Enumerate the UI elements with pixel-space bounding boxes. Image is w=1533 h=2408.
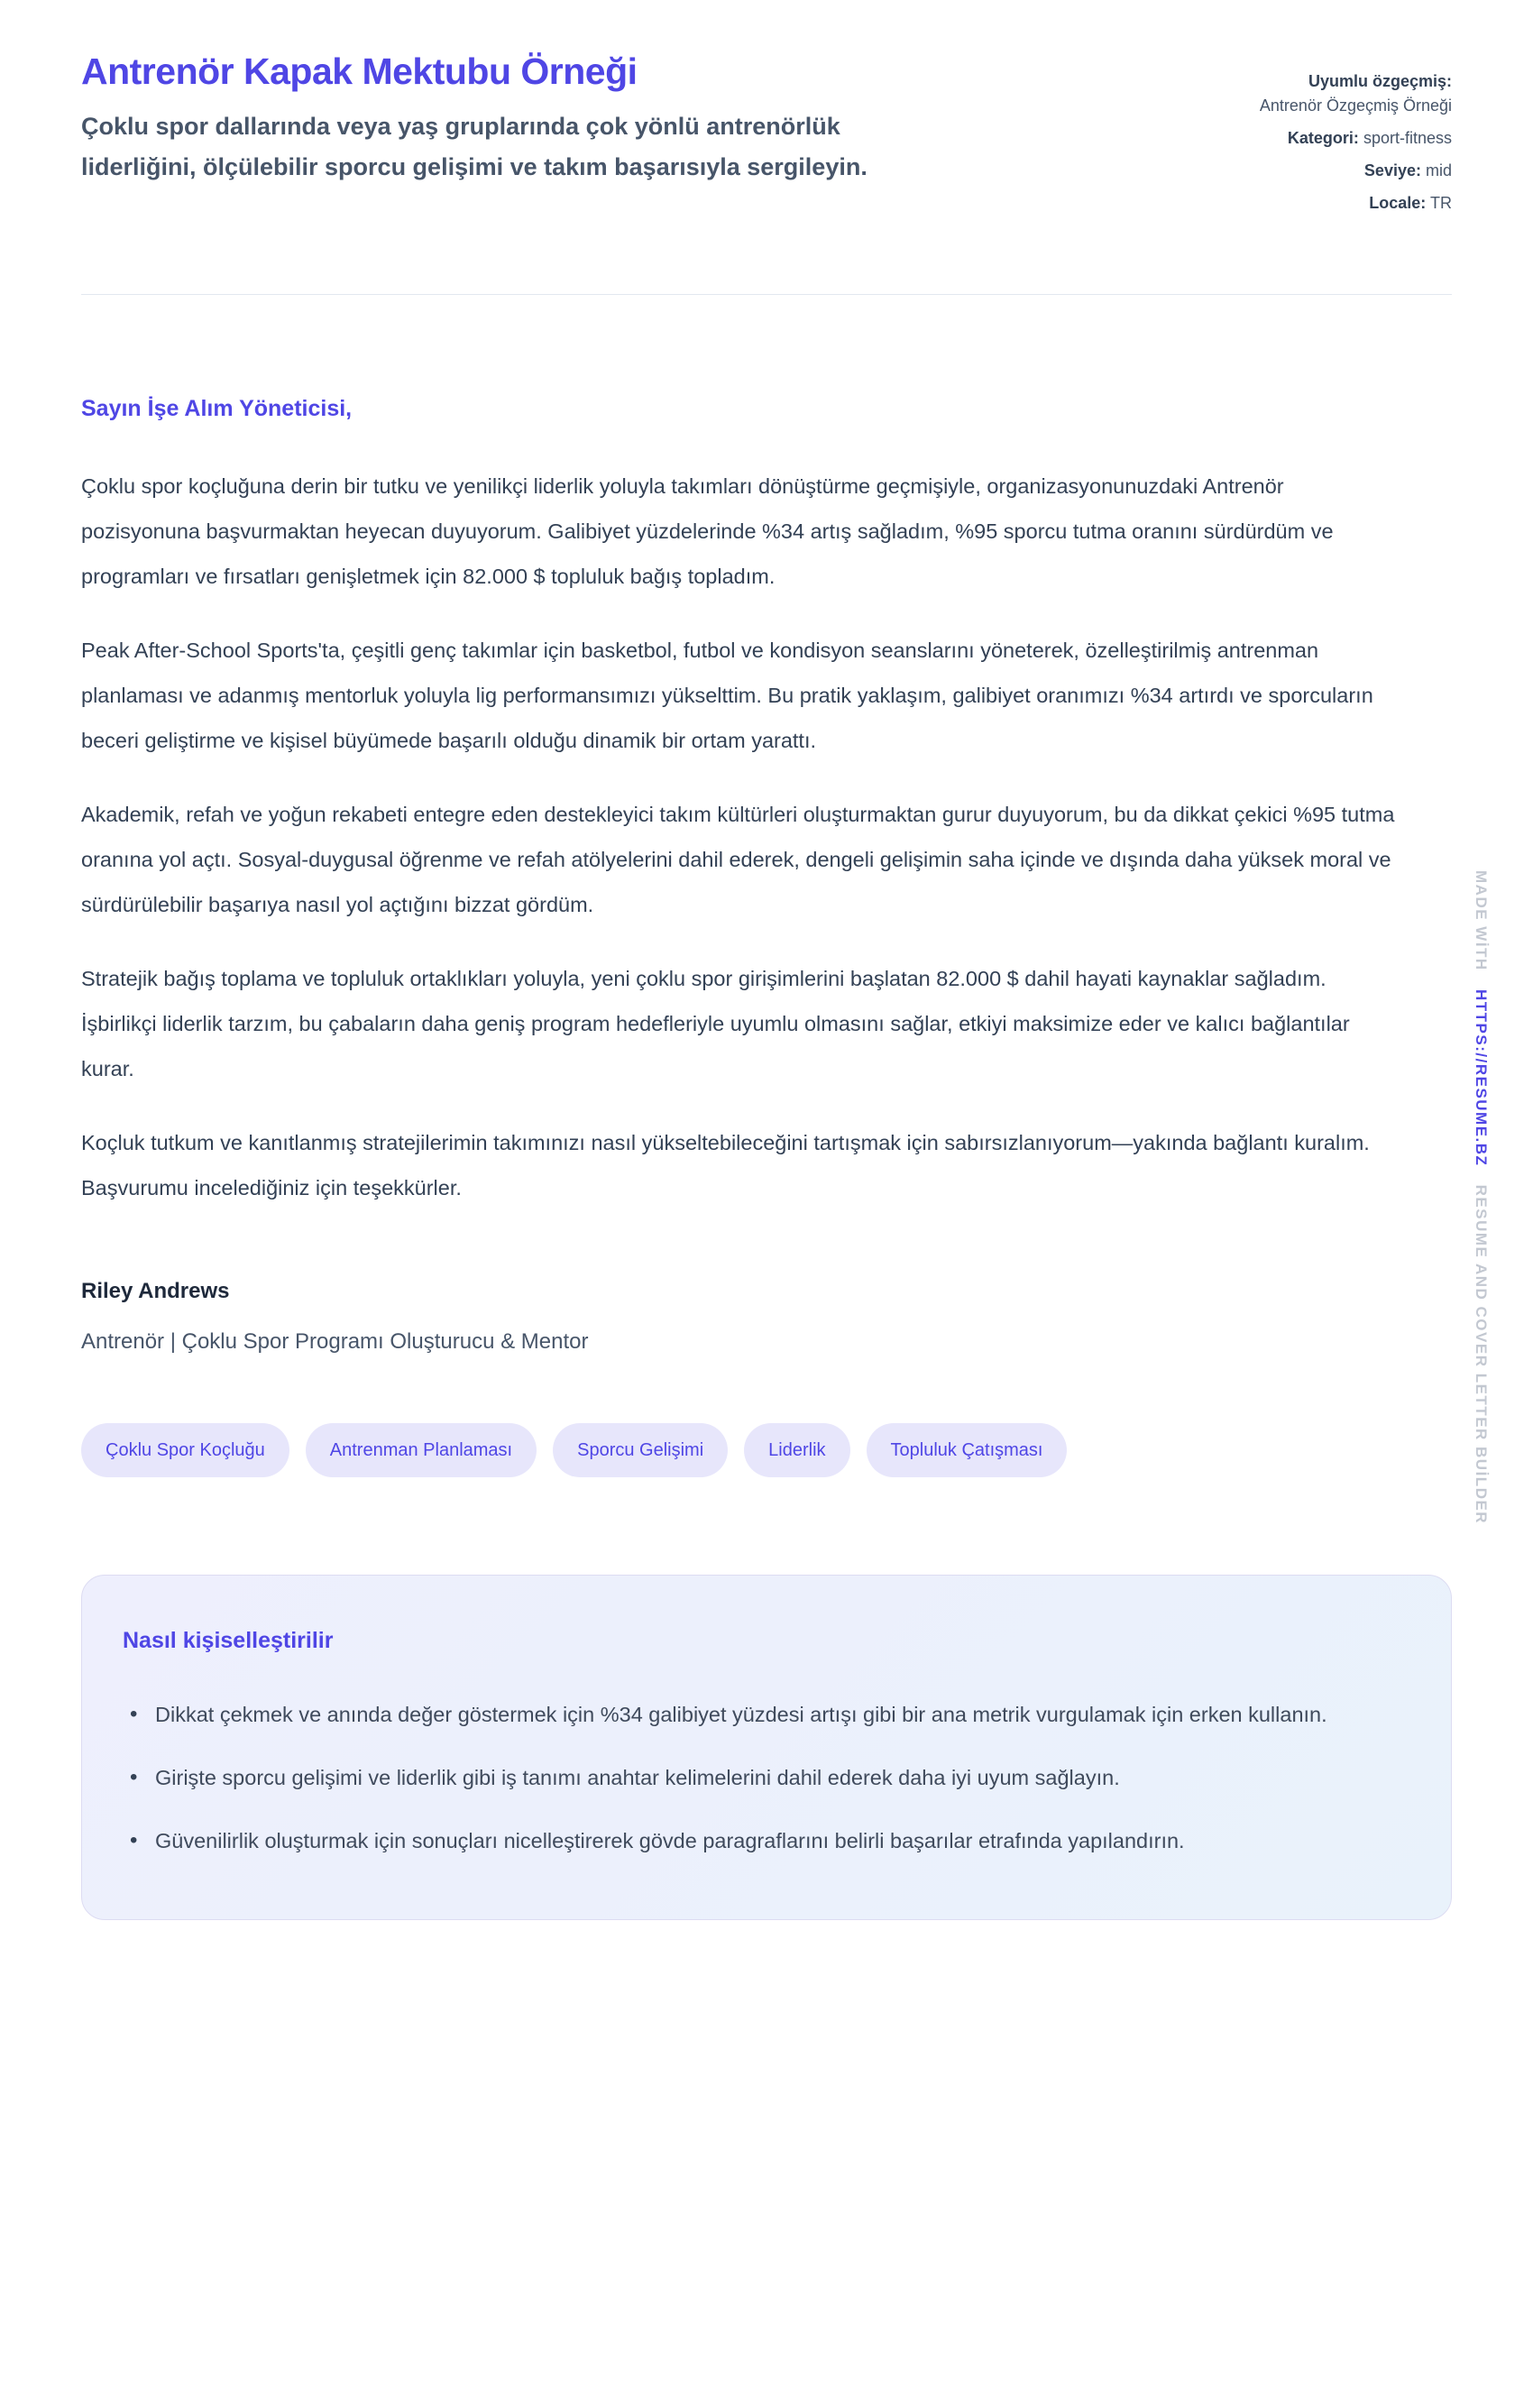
letter-paragraph: Çoklu spor koçluğuna derin bir tutku ve yenilikçi liderlik yoluyla takımları dönüştürme geçmişiyle, organizasyonunuzdaki Antrenör pozisyonuna başvurmaktan heyecan duyuyorum. Galibiyet yüzdelerinde %34 artış sağladım, %95 sporcu tutma oranını sürdürdüm ve programları ve fırsatları genişletmek için 82.000 $ topluluk bağış topladım. bbox=[81, 474, 1334, 588]
meta-locale bbox=[1258, 191, 1452, 216]
meta-locale-label: Locale: bbox=[1369, 194, 1427, 212]
meta-level-label: Seviye: bbox=[1363, 161, 1421, 179]
watermark-site-link[interactable]: HTTPS://RESUME.BZ bbox=[1473, 988, 1490, 1167]
tips-item: • Dikkat çekmek ve anında değer göstermek için %34 galibiyet yüzdesi artışı gibi bir ana metrik vurgulamak için erken kullanın. bbox=[123, 1692, 1331, 1737]
tips-item: • Girişte sporcu gelişimi ve liderlik gibi iş tanımı anahtar kelimelerini dahil ederek daha iyi uyum sağlayın. bbox=[123, 1755, 1331, 1800]
meta-level bbox=[1258, 159, 1452, 183]
page-title: Antrenör Kapak Mektubu Örneği bbox=[81, 51, 638, 92]
letter-paragraph: Koçluk tutkum ve kanıtlanmış stratejilerimin takımınızı nasıl yükseltebileceğini tartışmak için sabırsızlanıyorum—yakında bağlantı kuralım. Başvurumu incelediğiniz için teşekkürler. bbox=[81, 1131, 1370, 1199]
header-divider bbox=[81, 294, 1452, 295]
letter-paragraph: Peak After-School Sports'ta, çeşitli genç takımlar için basketbol, futbol ve kondisyon seanslarını yöneterek, özelleştirilmiş antrenman planlaması ve adanmış mentorluk yoluyla lig performansımızı yükselttim. Bu pratik yaklaşım, galibiyet oranımızı %34 artırdı ve sporcuların beceri geliştirme ve kişisel büyümede başarılı olduğu dinamik bir ortam yarattı. bbox=[81, 639, 1373, 752]
page-subtitle: Çoklu spor dallarında veya yaş gruplarında çok yönlü antrenörlük liderliğini, ölçülebilir sporcu gelişimi ve takım başarısıyla sergileyin. bbox=[81, 113, 867, 181]
tag-leadership[interactable]: Liderlik bbox=[744, 1423, 849, 1477]
letter-paragraph: Akademik, refah ve yoğun rekabeti entegre eden destekleyici takım kültürleri oluşturmaktan gurur duyuyorum, bu da dikkat çekici %95 tutma oranına yol açtı. Sosyal-duygusal öğrenme ve refah atölyelerini dahil ederek, dengeli gelişimin saha içinde ve dışında daha yüksek moral ve sürdürülebilir başarıya nasıl yol açtığını bizzat gördüm. bbox=[81, 803, 1395, 916]
watermark-prefix: MADE WİTH bbox=[1473, 870, 1490, 971]
tag-training-planning[interactable]: Antrenman Planlaması bbox=[306, 1423, 537, 1477]
letter-paragraph: Stratejik bağış toplama ve topluluk ortaklıkları yoluyla, yeni çoklu spor girişimlerini başlatan 82.000 $ dahil hayati kaynaklar sağladım. İşbirlikçi liderlik tarzım, bu çabaların daha geniş program hedefleriyle uyumlu olmasını sağlar, etkiyi maksimize eder ve kalıcı bağlantılar kurar. bbox=[81, 967, 1350, 1080]
bottom-spacer bbox=[81, 1920, 1452, 2010]
meta-level-value: mid bbox=[1425, 161, 1452, 179]
meta-matching-resume-label: Uyumlu özgeçmiş: bbox=[1308, 72, 1452, 90]
tips-card bbox=[81, 1575, 1452, 1920]
page-header bbox=[81, 50, 1452, 224]
page-container bbox=[81, 0, 1452, 2010]
header-text-block bbox=[81, 50, 911, 188]
meta-matching-resume bbox=[1258, 69, 1452, 118]
meta-category bbox=[1258, 126, 1452, 151]
meta-category-label: Kategori: bbox=[1287, 129, 1359, 147]
tag-athlete-development[interactable]: Sporcu Gelişimi bbox=[553, 1423, 728, 1477]
meta-locale-value: TR bbox=[1430, 194, 1452, 212]
tag-community[interactable]: Topluluk Çatışması bbox=[867, 1423, 1068, 1477]
meta-category-value: sport-fitness bbox=[1363, 129, 1452, 147]
signature-role: Antrenör | Çoklu Spor Programı Oluşturucu & Mentor bbox=[81, 1329, 589, 1354]
tips-title: Nasıl kişiselleştirilir bbox=[123, 1628, 334, 1653]
vertical-watermark bbox=[1472, 870, 1490, 1524]
meta-matching-resume-link[interactable]: Antrenör Özgeçmiş Örneği bbox=[1259, 97, 1452, 115]
tips-item: • Güvenilirlik oluşturmak için sonuçları nicelleştirerek gövde paragraflarını belirli başarılar etrafında yapılandırın. bbox=[123, 1818, 1331, 1863]
signature-block bbox=[81, 1279, 1452, 1355]
tag-multi-sport-coaching[interactable]: Çoklu Spor Koçluğu bbox=[81, 1423, 289, 1477]
watermark-suffix: RESUME AND COVER LETTER BUİLDER bbox=[1473, 1184, 1490, 1525]
tips-list bbox=[123, 1692, 1410, 1863]
signature-name: Riley Andrews bbox=[81, 1279, 230, 1303]
meta-panel bbox=[1258, 50, 1452, 224]
letter-greeting: Sayın İşe Alım Yöneticisi, bbox=[81, 396, 353, 421]
cover-letter bbox=[81, 396, 1452, 1355]
tag-list bbox=[81, 1423, 1452, 1477]
